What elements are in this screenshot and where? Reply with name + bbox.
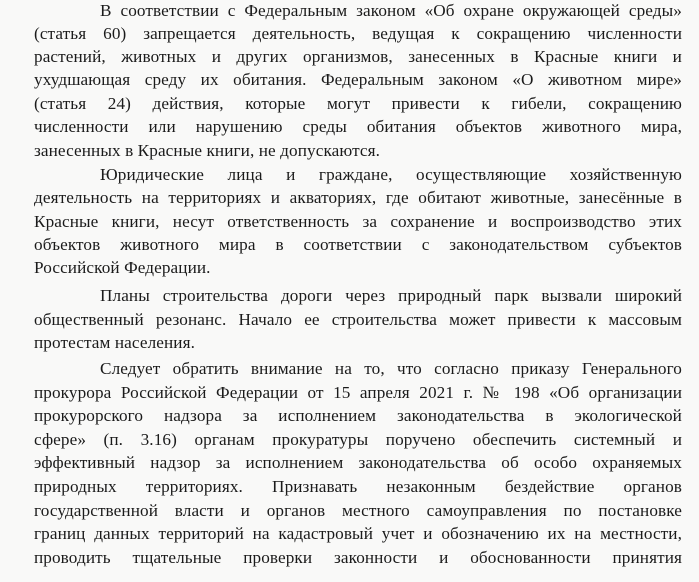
text-line: деятельность на территориях и акваториях, где обитают животные, занесённые в bbox=[34, 188, 682, 207]
text-line: Красные книги, несут ответственность за сохранение и воспроизводство этих bbox=[34, 212, 682, 231]
text-line: растений, животных и других организмов, занесенных в Красные книги и bbox=[34, 47, 682, 66]
text-line: государственной власти и органов местного самоуправления по постановке bbox=[34, 501, 682, 520]
text-line: В соответствии с Федеральным законом «Об охране окружающей среды» bbox=[100, 1, 682, 20]
text-line: границ данных территорий на кадастровый учет и обозначению их на местности, bbox=[34, 524, 682, 543]
text-line: эффективный надзор за исполнением законодательства об особо охраняемых bbox=[34, 453, 682, 472]
text-line: объектов животного мира в соответствии с законодательством субъектов bbox=[34, 235, 682, 254]
text-line: Следует обратить внимание на то, что согласно приказу Генерального bbox=[100, 359, 682, 378]
text-line: (статья 24) действия, которые могут привести к гибели, сокращению bbox=[34, 94, 682, 113]
text-line: природных территориях. Признавать незаконным бездействие органов bbox=[34, 477, 682, 496]
text-line: Юридические лица и граждане, осуществляющие хозяйственную bbox=[100, 165, 682, 184]
text-line: (статья 60) запрещается деятельность, ведущая к сокращению численности bbox=[34, 24, 682, 43]
text-line: общественный резонанс. Начало ее строительства может привести к массовым bbox=[34, 310, 682, 329]
text-line: прокурора Российской Федерации от 15 апреля 2021 г. № 198 «Об организации bbox=[34, 383, 682, 402]
text-line: проводить тщательные проверки законности и обоснованности принятия bbox=[34, 548, 682, 567]
text-line: Российской Федерации. bbox=[34, 258, 211, 277]
text-line: ухудшающая среду их обитания. Федеральным законом «О животном мире» bbox=[34, 70, 682, 89]
text-line: протестам населения. bbox=[34, 333, 195, 352]
text-line: Планы строительства дороги через природный парк вызвали широкий bbox=[100, 286, 682, 305]
text-line: сфере» (п. 3.16) органам прокуратуры поручено обеспечить системный и bbox=[34, 430, 682, 449]
text-line: прокурорского надзора за исполнением законодательства в экологической bbox=[34, 406, 682, 425]
text-line: численности или нарушению среды обитания объектов животного мира, bbox=[34, 117, 682, 136]
text-line: занесенных в Красные книги, не допускаются. bbox=[34, 141, 381, 160]
